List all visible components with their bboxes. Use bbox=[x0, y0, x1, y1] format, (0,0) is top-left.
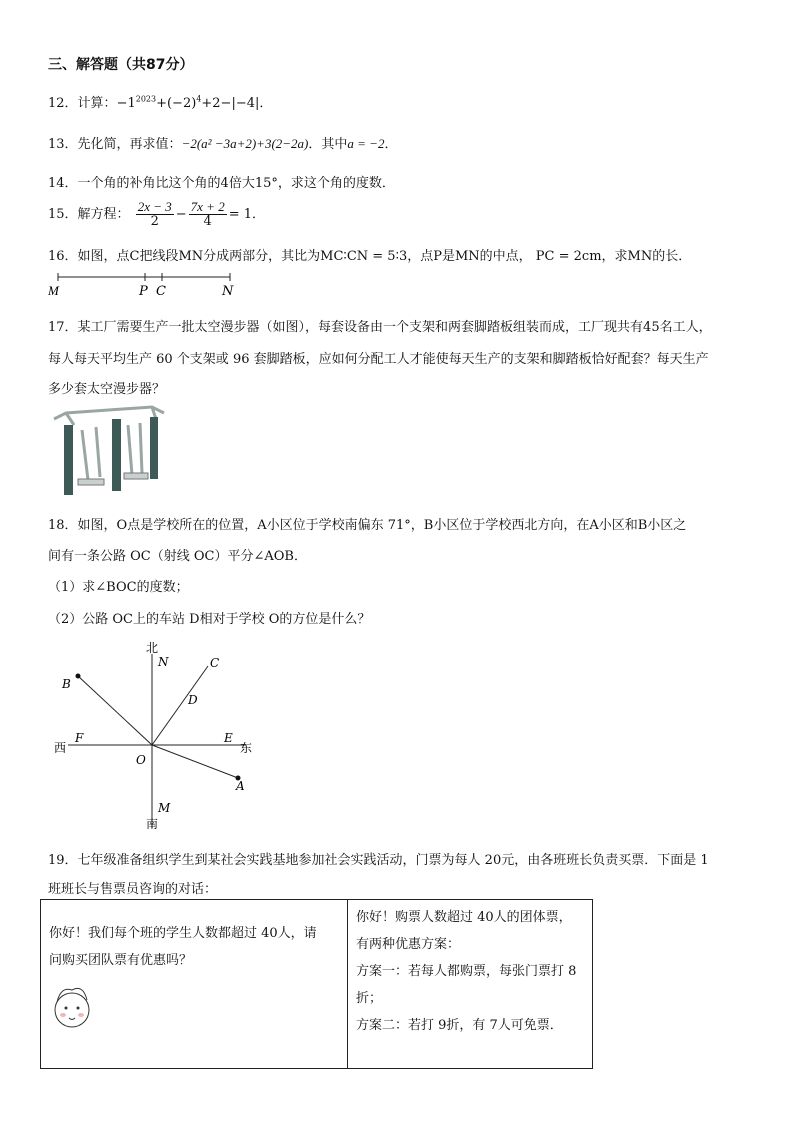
q15-frac2-den: 4 bbox=[203, 214, 212, 229]
question-18-sub-2: （2）公路 OC上的车站 D相对于学校 O的方位是什么？ bbox=[48, 612, 371, 627]
dialog-student-cell bbox=[41, 900, 348, 1069]
q15-fraction-2 bbox=[189, 200, 227, 229]
label-south: 南 bbox=[146, 817, 159, 831]
label-C: C bbox=[156, 284, 166, 298]
segment-diagram bbox=[44, 268, 244, 298]
q15-minus: − bbox=[175, 207, 187, 222]
label-O: O bbox=[136, 753, 146, 767]
label-N: N bbox=[222, 284, 234, 298]
question-18-line-1: 18．如图，O点是学校所在的位置，A小区位于学校南偏东 71°，B小区位于学校西北方向，在A小区和B小区之 bbox=[48, 518, 687, 533]
question-19-line-2: 班班长与售票员咨询的对话： bbox=[48, 882, 218, 897]
question-18-sub-1: （1）求∠BOC的度数； bbox=[48, 580, 189, 595]
q12-expr: −1 bbox=[116, 96, 136, 111]
student-line-2: 问购买团队票有优惠吗？ bbox=[49, 953, 193, 968]
question-12 bbox=[48, 92, 272, 111]
section-title: 三、解答题（共87分） bbox=[48, 57, 194, 73]
label-M: M bbox=[48, 283, 59, 298]
space-walker-image bbox=[44, 405, 174, 500]
q13-cond: a = −2 bbox=[347, 136, 385, 151]
label-M-axis: M bbox=[158, 801, 171, 815]
q15-eq: = 1． bbox=[228, 207, 265, 222]
question-13 bbox=[48, 133, 397, 152]
q12-lead: 计算： bbox=[77, 96, 117, 111]
q12-exp: 2023 bbox=[135, 94, 157, 104]
q12-number: 12． bbox=[48, 96, 78, 111]
seller-line-2: 有两种优惠方案： bbox=[356, 937, 461, 952]
question-17-line-2: 每人每天平均生产 60 个支架或 96 套脚踏板，应如何分配工人才能使每天生产的支架和脚踏板恰好配套？每天生产 bbox=[48, 352, 709, 367]
label-north: 北 bbox=[146, 641, 159, 655]
seller-line-5: 方案二：若打 9折，有 7人可免票． bbox=[356, 1018, 563, 1033]
seller-line-3: 方案一：若每人都购票，每张门票打 8 bbox=[356, 964, 577, 979]
student-line-1: 你好！我们每个班的学生人数都超过 40人，请 bbox=[49, 926, 317, 941]
question-17-line-3: 多少套太空漫步器？ bbox=[48, 382, 166, 397]
q12-rest1: +(−2) bbox=[156, 96, 197, 111]
q15-fraction-1 bbox=[136, 200, 174, 229]
label-N-axis: N bbox=[158, 655, 169, 669]
question-18-line-2: 间有一条公路 OC（射线 OC）平分∠AOB． bbox=[48, 549, 307, 564]
q15-frac1-num: 2x − 3 bbox=[137, 199, 172, 214]
label-P: P bbox=[139, 284, 148, 298]
label-A-point: A bbox=[236, 779, 245, 793]
q13-number: 13． bbox=[48, 137, 78, 152]
q13-expr: −2(a² −3a+2)+3(2−2a) bbox=[181, 136, 309, 151]
direction-diagram bbox=[48, 636, 278, 836]
seller-line-1: 你好！购票人数超过 40人的团体票， bbox=[356, 910, 572, 925]
label-east: 东 bbox=[240, 741, 253, 755]
question-19-line-1: 19．七年级准备组织学生到某社会实践基地参加社会实践活动，门票为每人 20元，由各班班长负责买票．下面是 1 bbox=[48, 853, 709, 868]
q15-number: 15． bbox=[48, 207, 78, 222]
label-F: F bbox=[75, 731, 84, 745]
question-14: 14．一个角的补角比这个角的4倍大15°，求这个角的度数． bbox=[48, 176, 395, 191]
seller-line-4: 折； bbox=[356, 991, 383, 1006]
dialog-seller-cell bbox=[348, 900, 593, 1069]
question-17-line-1: 17．某工厂需要生产一批太空漫步器（如图），每套设备由一个支架和两套脚踏板组装而成，工厂现共有45名工人， bbox=[48, 320, 712, 335]
dialog-table bbox=[40, 899, 593, 1069]
label-C-ray: C bbox=[210, 656, 220, 670]
q13-tail: ．其中 bbox=[308, 137, 348, 152]
q15-frac1-den: 2 bbox=[150, 214, 159, 229]
label-west: 西 bbox=[54, 741, 67, 755]
label-B-point: B bbox=[62, 677, 71, 691]
q13-end: ． bbox=[384, 137, 398, 152]
label-E: E bbox=[224, 731, 233, 745]
q12-rest2: +2−|−4|． bbox=[201, 96, 273, 111]
q15-lead: 解方程： bbox=[77, 207, 130, 222]
q13-lead: 先化简，再求值： bbox=[77, 137, 182, 152]
question-15 bbox=[48, 200, 265, 229]
student-face-icon bbox=[49, 980, 95, 1032]
q15-frac2-num: 7x + 2 bbox=[190, 199, 225, 214]
q12-exp2: 4 bbox=[196, 94, 202, 104]
label-D-point: D bbox=[188, 693, 198, 707]
question-16: 16．如图，点C把线段MN分成两部分，其比为MC∶CN = 5∶3，点P是MN的中点， PC = 2cm，求MN的长． bbox=[48, 249, 692, 264]
